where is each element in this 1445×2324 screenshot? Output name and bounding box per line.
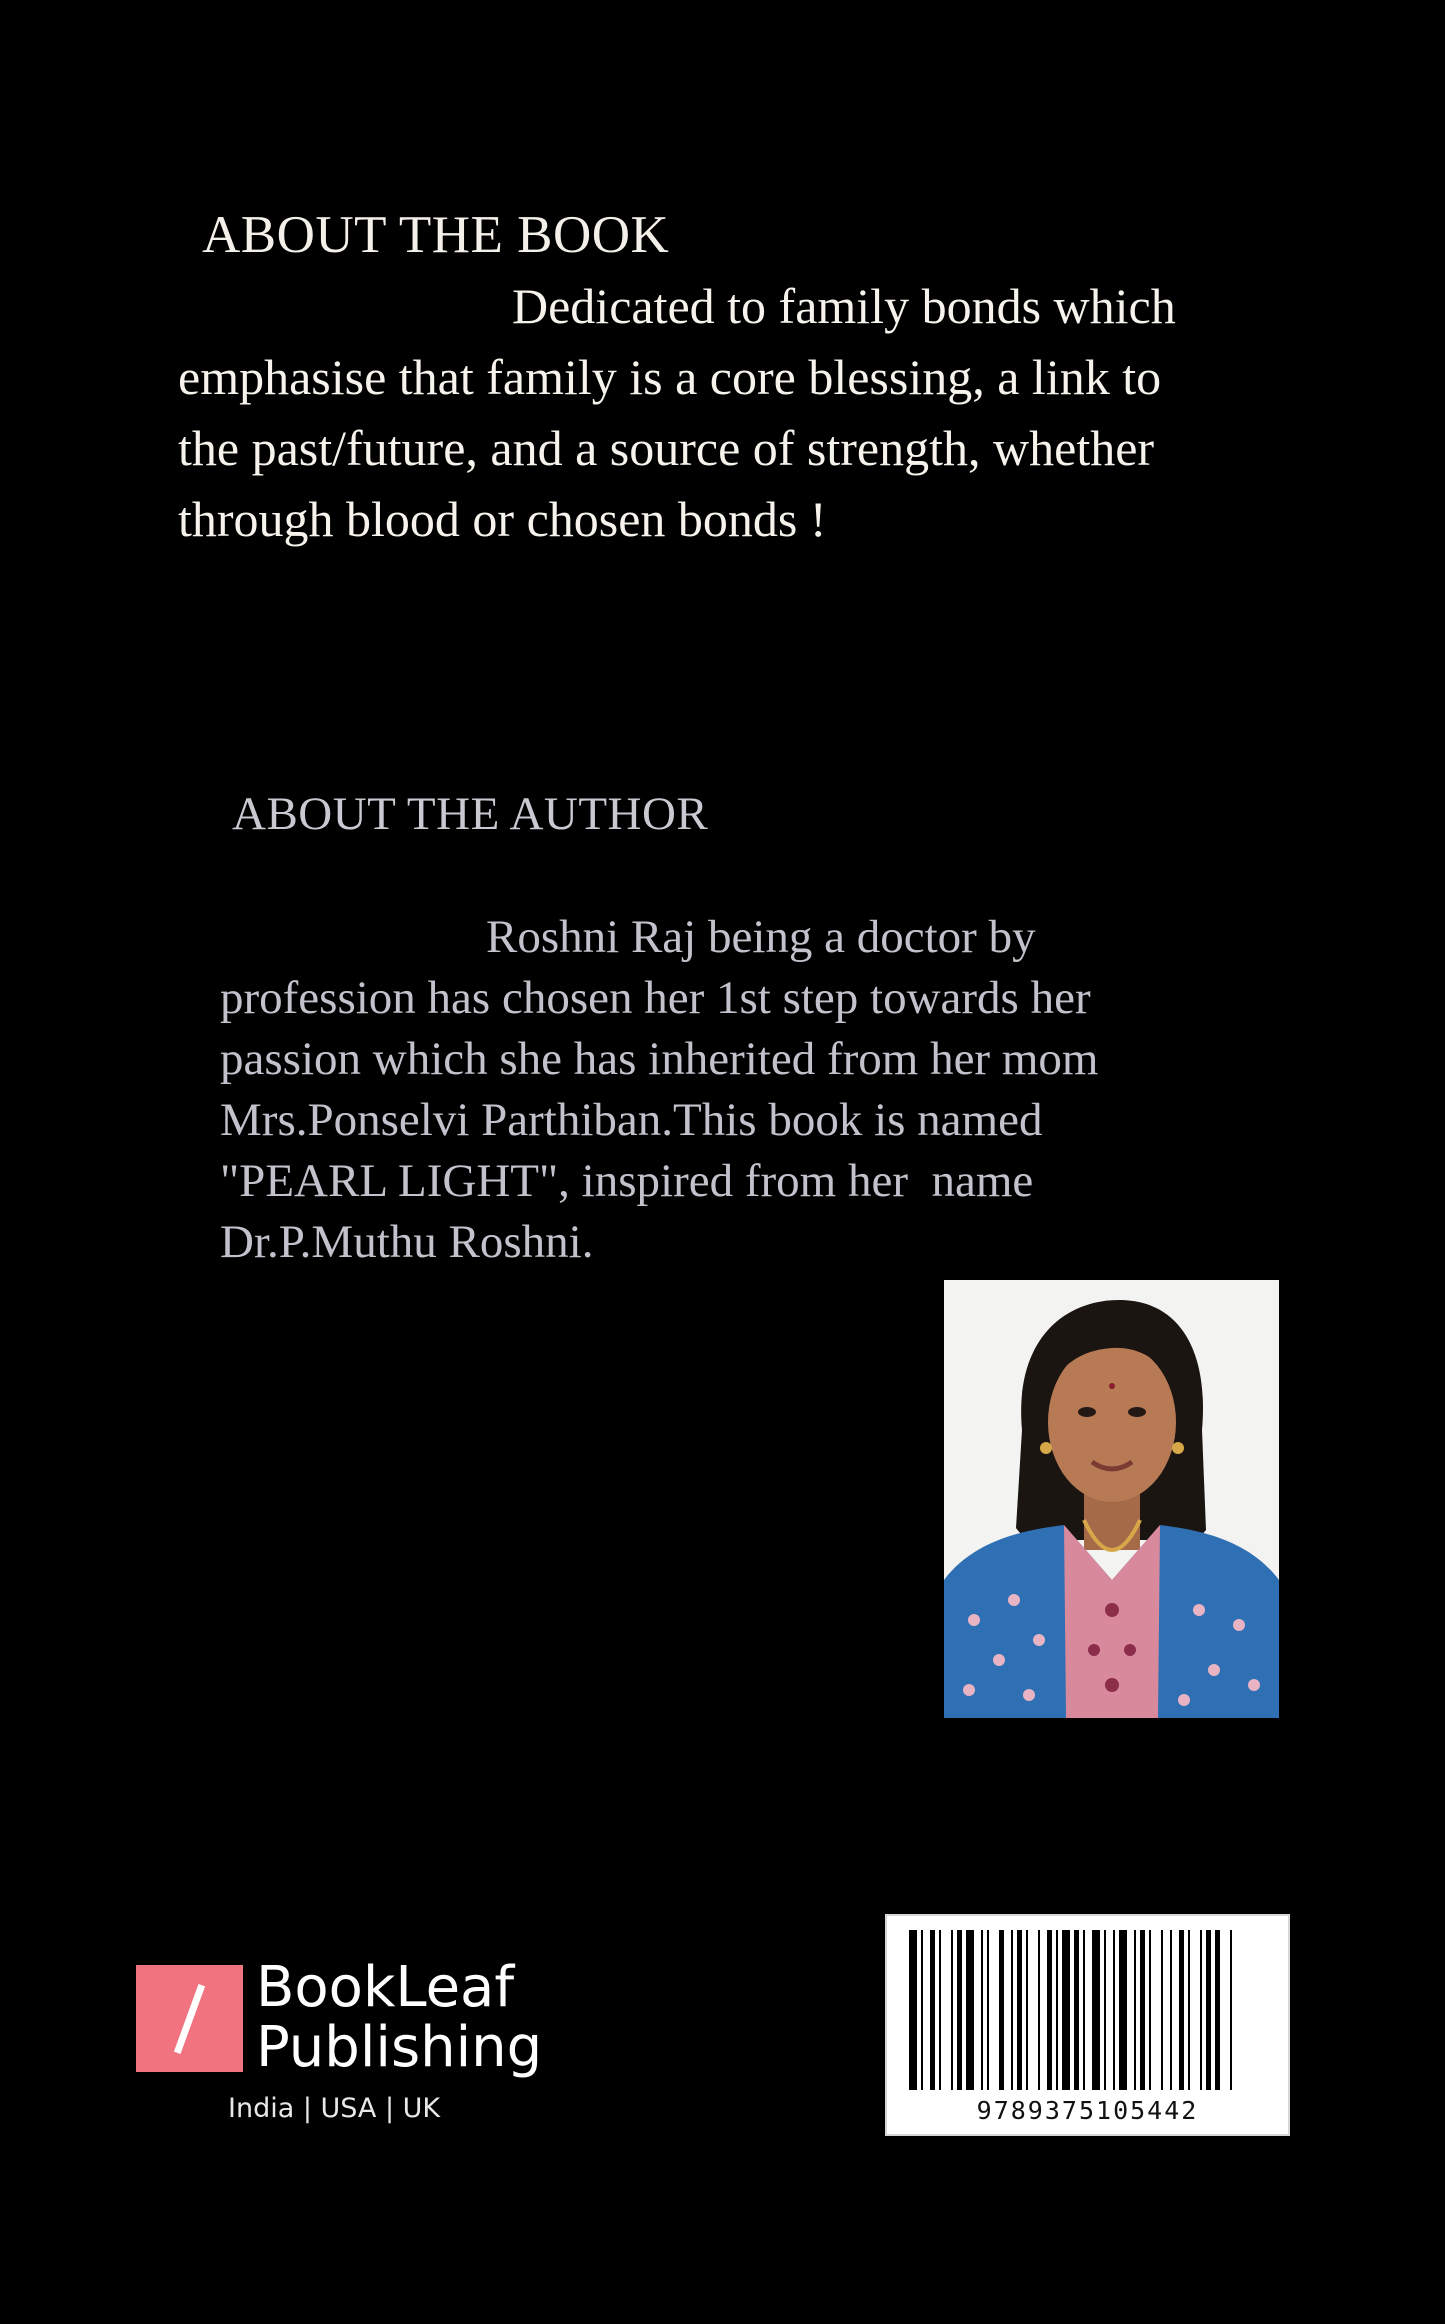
barcode-bar: [1140, 1930, 1145, 2090]
barcode-bar: [1170, 1930, 1172, 2090]
author-portrait-illustration: [944, 1280, 1279, 1718]
about-author-heading: ABOUT THE AUTHOR: [232, 788, 709, 840]
logo-slash: [174, 1984, 205, 2054]
barcode-bar: [1215, 1930, 1220, 2090]
about-author-line: Roshni Raj being a doctor by: [486, 911, 1036, 963]
about-book-heading: ABOUT THE BOOK: [202, 206, 670, 264]
barcode-bar: [1104, 1930, 1106, 2090]
barcode-bar: [1134, 1930, 1136, 2090]
barcode-bar: [1161, 1930, 1163, 2090]
barcode-bar: [909, 1930, 917, 2090]
barcode-bar: [1047, 1930, 1052, 2090]
about-author-line: profession has chosen her 1st step towards her: [220, 972, 1091, 1024]
barcode-bar: [999, 1930, 1004, 2090]
about-book-line: the past/future, and a source of strength, whether: [178, 420, 1155, 476]
barcode-bar: [951, 1930, 953, 2090]
barcode-bar: [1113, 1930, 1115, 2090]
barcode-bar: [1200, 1930, 1202, 2090]
author-photo: [944, 1280, 1279, 1718]
isbn-barcode: [885, 1914, 1290, 2136]
barcode-bar: [1083, 1930, 1085, 2090]
publisher-name: [256, 1955, 543, 2080]
about-author-line: Mrs.Ponselvi Parthiban.This book is named: [220, 1094, 1043, 1146]
barcode-bar: [987, 1930, 989, 2090]
about-book-line: emphasise that family is a core blessing, a link to: [178, 349, 1162, 405]
publisher-regions: India | USA | UK: [228, 2093, 441, 2124]
barcode-bar: [921, 1930, 923, 2090]
barcode-bar: [930, 1930, 935, 2090]
about-book-text: [178, 271, 1258, 555]
barcode-bar: [1092, 1930, 1100, 2090]
barcode-bar: [1038, 1930, 1040, 2090]
barcode-bar: [981, 1930, 983, 2090]
barcode-bar: [1062, 1930, 1070, 2090]
about-book-line: Dedicated to family bonds which: [512, 278, 1176, 334]
publisher-logo-mark: [136, 1965, 243, 2072]
barcode-bar: [957, 1930, 962, 2090]
barcode-bar: [966, 1930, 974, 2090]
barcode-bar: [1074, 1930, 1079, 2090]
about-author-line: "PEARL LIGHT", inspired from her name: [220, 1155, 1034, 1207]
barcode-bar: [1230, 1930, 1232, 2090]
barcode-bar: [1206, 1930, 1211, 2090]
about-book-line: through blood or chosen bonds !: [178, 491, 827, 547]
barcode-bar: [1017, 1930, 1022, 2090]
barcode-bar: [1179, 1930, 1184, 2090]
publisher-name-line1: BookLeaf: [256, 1955, 515, 2020]
about-author-line: passion which she has inherited from her mom: [220, 1033, 1099, 1085]
about-author-line: Dr.P.Muthu Roshni.: [220, 1216, 594, 1268]
barcode-bar: [1149, 1930, 1151, 2090]
barcode-bar: [1026, 1930, 1028, 2090]
barcode-bars: [905, 1930, 1270, 2090]
barcode-bar: [1056, 1930, 1058, 2090]
isbn-number: 9789375105442: [976, 2096, 1199, 2125]
publisher-name-line2: Publishing: [256, 2015, 543, 2080]
about-author-text: [220, 907, 1300, 1273]
barcode-bar: [1119, 1930, 1127, 2090]
barcode-bar: [939, 1930, 941, 2090]
barcode-bar: [1011, 1930, 1013, 2090]
barcode-bar: [1188, 1930, 1190, 2090]
